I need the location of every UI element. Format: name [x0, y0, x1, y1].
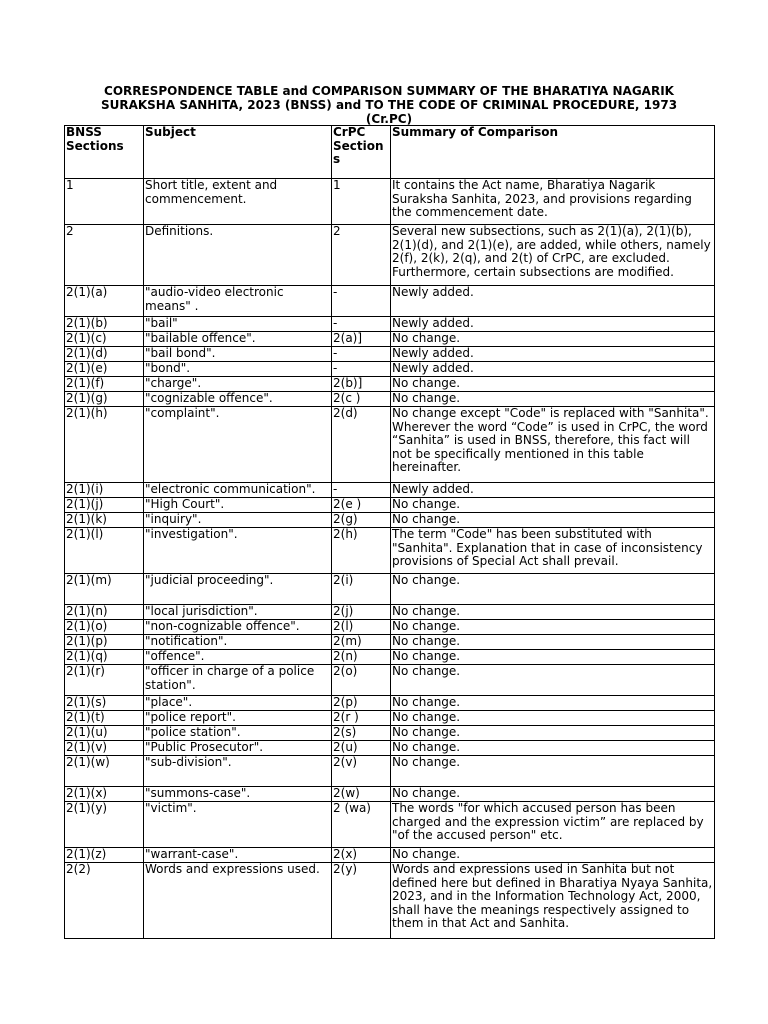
cell-crpc-section: 2(s) [332, 726, 391, 741]
table-row [65, 696, 715, 711]
cell-bnss-section: 2(1)(q) [65, 650, 144, 665]
cell-bnss-section: 2(1)(e) [65, 362, 144, 377]
cell-summary: Newly added. [391, 483, 715, 498]
cell-bnss-section: 2(1)(w) [65, 756, 144, 787]
table-row [65, 347, 715, 362]
cell-crpc-section: 2(a)] [332, 332, 391, 347]
cell-summary: The term "Code" has been substituted with "Sanhita". Explanation that in case of inconsistency provisions of Special Act shall prevail. [391, 528, 715, 574]
cell-subject: "audio-video electronic means" . [144, 286, 332, 317]
cell-subject: "summons-case". [144, 787, 332, 802]
table-row [65, 756, 715, 787]
cell-bnss-section: 2(1)(s) [65, 696, 144, 711]
cell-crpc-section: - [332, 347, 391, 362]
table-body [65, 179, 715, 939]
cell-subject: "bail" [144, 317, 332, 332]
cell-subject: "Public Prosecutor". [144, 741, 332, 756]
cell-crpc-section: 2(p) [332, 696, 391, 711]
cell-crpc-section: 2(i) [332, 574, 391, 605]
cell-crpc-section: 2(l) [332, 620, 391, 635]
cell-subject: "electronic communication". [144, 483, 332, 498]
cell-crpc-section: 2(d) [332, 407, 391, 483]
cell-crpc-section: 2(v) [332, 756, 391, 787]
cell-summary: Several new subsections, such as 2(1)(a), 2(1)(b), 2(1)(d), and 2(1)(e), are added, while others, namely 2(f), 2(k), 2(q), and 2(t) of CrPC, are excluded. Furthermore, certain subsections are modified. [391, 225, 715, 286]
cell-bnss-section: 2(1)(t) [65, 711, 144, 726]
table-row [65, 407, 715, 483]
cell-bnss-section: 2(1)(c) [65, 332, 144, 347]
table-row [65, 483, 715, 498]
cell-crpc-section: - [332, 362, 391, 377]
cell-bnss-section: 2(2) [65, 863, 144, 939]
cell-subject: "warrant-case". [144, 848, 332, 863]
cell-subject: "charge". [144, 377, 332, 392]
table-row [65, 620, 715, 635]
title-line-1: CORRESPONDENCE TABLE and COMPARISON SUMMARY OF THE BHARATIYA NAGARIK [104, 84, 674, 98]
cell-crpc-section: 2 [332, 225, 391, 286]
cell-subject: "victim". [144, 802, 332, 848]
cell-bnss-section: 1 [65, 179, 144, 225]
cell-subject: Definitions. [144, 225, 332, 286]
cell-summary: Newly added. [391, 362, 715, 377]
cell-bnss-section: 2(1)(u) [65, 726, 144, 741]
header-subject: Subject [144, 126, 332, 179]
title-line-3: (Cr.PC) [365, 112, 413, 126]
cell-crpc-section: 2(m) [332, 635, 391, 650]
cell-crpc-section: 2(o) [332, 665, 391, 696]
cell-crpc-section: - [332, 483, 391, 498]
table-row [65, 787, 715, 802]
cell-crpc-section: 2(c ) [332, 392, 391, 407]
table-row [65, 605, 715, 620]
cell-summary: No change. [391, 513, 715, 528]
cell-subject: "notification". [144, 635, 332, 650]
cell-subject: "sub-division". [144, 756, 332, 787]
table-row [65, 726, 715, 741]
table-row [65, 528, 715, 574]
cell-crpc-section: 2(u) [332, 741, 391, 756]
cell-subject: Words and expressions used. [144, 863, 332, 939]
cell-bnss-section: 2(1)(d) [65, 347, 144, 362]
cell-summary: No change. [391, 741, 715, 756]
cell-summary: Newly added. [391, 286, 715, 317]
cell-bnss-section: 2(1)(n) [65, 605, 144, 620]
cell-bnss-section: 2(1)(o) [65, 620, 144, 635]
cell-crpc-section: 2(w) [332, 787, 391, 802]
document-title [64, 84, 714, 126]
table-row [65, 513, 715, 528]
cell-summary: It contains the Act name, Bharatiya Nagarik Suraksha Sanhita, 2023, and provisions regarding the commencement date. [391, 179, 715, 225]
cell-crpc-section: 2(g) [332, 513, 391, 528]
table-row [65, 498, 715, 513]
cell-bnss-section: 2(1)(b) [65, 317, 144, 332]
cell-bnss-section: 2(1)(a) [65, 286, 144, 317]
cell-subject: "bail bond". [144, 347, 332, 362]
cell-subject: "cognizable offence". [144, 392, 332, 407]
cell-subject: "offence". [144, 650, 332, 665]
cell-summary: No change. [391, 756, 715, 787]
cell-bnss-section: 2(1)(v) [65, 741, 144, 756]
cell-summary: No change. [391, 711, 715, 726]
table-row [65, 332, 715, 347]
table-header-row [65, 126, 715, 179]
table-row [65, 317, 715, 332]
cell-subject: "police report". [144, 711, 332, 726]
cell-subject: "place". [144, 696, 332, 711]
cell-summary: No change. [391, 620, 715, 635]
cell-subject: "investigation". [144, 528, 332, 574]
cell-summary: Newly added. [391, 317, 715, 332]
cell-bnss-section: 2 [65, 225, 144, 286]
cell-bnss-section: 2(1)(f) [65, 377, 144, 392]
cell-crpc-section: 2(r ) [332, 711, 391, 726]
cell-summary: No change. [391, 696, 715, 711]
cell-crpc-section: 2(e ) [332, 498, 391, 513]
cell-bnss-section: 2(1)(i) [65, 483, 144, 498]
cell-crpc-section: - [332, 286, 391, 317]
cell-subject: "police station". [144, 726, 332, 741]
cell-crpc-section: 2 (wa) [332, 802, 391, 848]
cell-summary: No change. [391, 787, 715, 802]
cell-crpc-section: 1 [332, 179, 391, 225]
table-row [65, 574, 715, 605]
cell-summary: No change. [391, 392, 715, 407]
cell-crpc-section: 2(y) [332, 863, 391, 939]
cell-bnss-section: 2(1)(y) [65, 802, 144, 848]
table-row [65, 863, 715, 939]
cell-bnss-section: 2(1)(k) [65, 513, 144, 528]
header-bnss-sections: BNSS Sections [65, 126, 144, 179]
cell-summary: No change. [391, 650, 715, 665]
cell-bnss-section: 2(1)(z) [65, 848, 144, 863]
cell-subject: "bond". [144, 362, 332, 377]
table-row [65, 802, 715, 848]
cell-summary: No change. [391, 635, 715, 650]
cell-summary: No change. [391, 605, 715, 620]
cell-bnss-section: 2(1)(g) [65, 392, 144, 407]
cell-summary: The words "for which accused person has been charged and the expression victim” are replaced by "of the accused person" etc. [391, 802, 715, 848]
cell-summary: No change. [391, 498, 715, 513]
title-line-2: SURAKSHA SANHITA, 2023 (BNSS) and TO THE CODE OF CRIMINAL PROCEDURE, 1973 [100, 98, 678, 112]
cell-summary: No change. [391, 377, 715, 392]
cell-bnss-section: 2(1)(j) [65, 498, 144, 513]
cell-bnss-section: 2(1)(l) [65, 528, 144, 574]
correspondence-table [64, 125, 715, 939]
table-row [65, 377, 715, 392]
cell-bnss-section: 2(1)(m) [65, 574, 144, 605]
cell-summary: No change. [391, 332, 715, 347]
header-summary: Summary of Comparison [391, 126, 715, 179]
cell-bnss-section: 2(1)(r) [65, 665, 144, 696]
table-row [65, 225, 715, 286]
table-row [65, 665, 715, 696]
table-row [65, 392, 715, 407]
cell-summary: No change. [391, 726, 715, 741]
cell-summary: Words and expressions used in Sanhita but not defined here but defined in Bharatiya Nyaya Sanhita, 2023, and in the Information Technology Act, 2000, shall have the meanings respectively assigned to them in that Act and Sanhita. [391, 863, 715, 939]
cell-crpc-section: 2(x) [332, 848, 391, 863]
cell-subject: "local jurisdiction". [144, 605, 332, 620]
cell-crpc-section: - [332, 317, 391, 332]
cell-subject: "High Court". [144, 498, 332, 513]
table-row [65, 650, 715, 665]
cell-summary: No change. [391, 848, 715, 863]
cell-summary: No change except "Code" is replaced with "Sanhita". Wherever the word “Code” is used in CrPC, the word “Sanhita” is used in BNSS, therefore, this fact will not be specifically mentioned in this table hereinafter. [391, 407, 715, 483]
table-row [65, 711, 715, 726]
table-row [65, 848, 715, 863]
header-crpc-sections: CrPC Sections [332, 126, 391, 179]
table-row [65, 286, 715, 317]
table-row [65, 179, 715, 225]
table-row [65, 362, 715, 377]
cell-crpc-section: 2(j) [332, 605, 391, 620]
cell-bnss-section: 2(1)(x) [65, 787, 144, 802]
cell-crpc-section: 2(b)] [332, 377, 391, 392]
cell-crpc-section: 2(h) [332, 528, 391, 574]
table-row [65, 635, 715, 650]
cell-bnss-section: 2(1)(p) [65, 635, 144, 650]
cell-summary: No change. [391, 574, 715, 605]
cell-subject: "officer in charge of a police station". [144, 665, 332, 696]
cell-crpc-section: 2(n) [332, 650, 391, 665]
cell-bnss-section: 2(1)(h) [65, 407, 144, 483]
cell-subject: "non-cognizable offence". [144, 620, 332, 635]
cell-subject: Short title, extent and commencement. [144, 179, 332, 225]
cell-summary: No change. [391, 665, 715, 696]
table-row [65, 741, 715, 756]
cell-subject: "bailable offence". [144, 332, 332, 347]
cell-summary: Newly added. [391, 347, 715, 362]
cell-subject: "inquiry". [144, 513, 332, 528]
cell-subject: "judicial proceeding". [144, 574, 332, 605]
cell-subject: "complaint". [144, 407, 332, 483]
